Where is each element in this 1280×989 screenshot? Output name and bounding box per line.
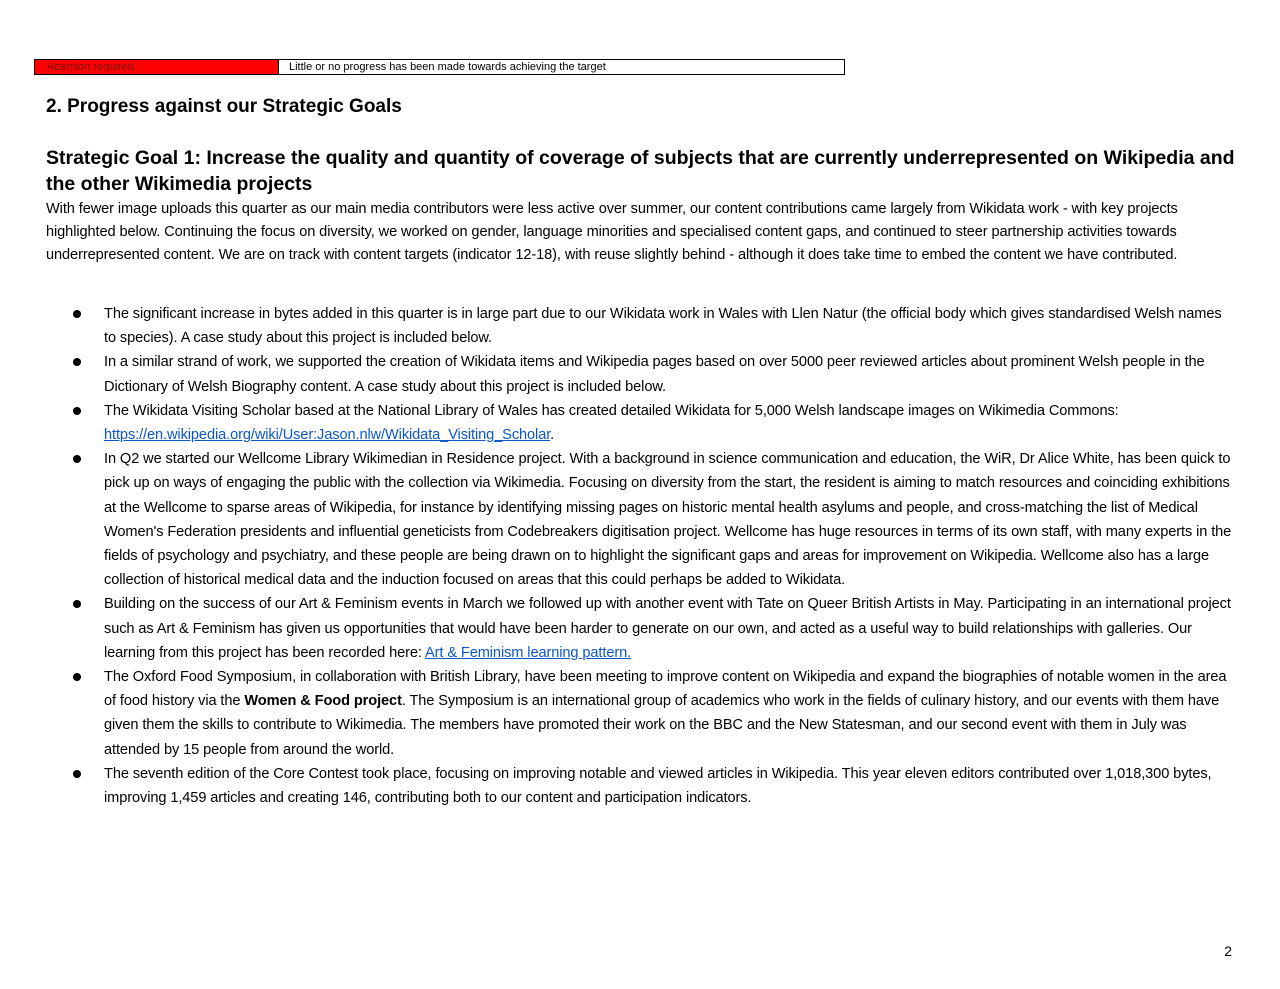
status-legend-row	[34, 59, 845, 75]
page-number: 2	[1224, 943, 1232, 959]
list-item	[0, 399, 1280, 447]
list-item	[0, 592, 1280, 665]
women-food-project-name: Women & Food project	[244, 693, 402, 710]
status-badge: Attention required	[35, 60, 279, 74]
bullet-icon	[73, 358, 81, 366]
list-item-text: The Oxford Food Symposium, in collaboration with British Library, have been meeting to improve content on Wikipedia and expand the biographies of notable women in the area of food history via the	[104, 669, 1227, 710]
bullet-icon	[73, 407, 81, 415]
goal-heading: Strategic Goal 1: Increase the quality and quantity of coverage of subjects that are currently underrepresented on Wikipedia and the other Wikimedia projects	[46, 147, 1235, 195]
list-item-text: The significant increase in bytes added in this quarter is in large part due to our Wikidata work in Wales with Llen Natur (the official body which gives standardised Welsh names to species). A case study about this project is included below.	[104, 306, 1222, 347]
list-item	[0, 350, 1280, 398]
intro-paragraph: With fewer image uploads this quarter as our main media contributors were less active over summer, our content contributions came largely from Wikidata work - with key projects highlighted below. Continuing the focus on diversity, we worked on gender, language minorities and specialised content gaps, and continued to steer partnership activities towards underrepresented content. We are on track with content targets (indicator 12-18), with reuse slightly behind - although it does take time to embed the content we have contributed.	[46, 201, 1178, 263]
list-item-text-end: .	[550, 427, 555, 444]
list-item-text: The seventh edition of the Core Contest took place, focusing on improving notable and viewed articles in Wikipedia. This year eleven editors contributed over 1,018,300 bytes, improving 1,459 articles and creating 146, contributing both to our content and participation indicators.	[104, 765, 1212, 807]
bullet-icon	[73, 455, 81, 463]
section-heading: 2. Progress against our Strategic Goals	[46, 96, 402, 117]
list-item-text-end: . The Symposium is an international group of academics who work in the fields of culinary history, and our events with them have given them the skills to contribute to Wikimedia. The members have promoted their work on the BBC and the New Statesman, and our second event with them in July was attended by 15 people from around the world.	[104, 693, 1220, 758]
visiting-scholar-link[interactable]: https://en.wikipedia.org/wiki/User:Jason.nlw/Wikidata_Visiting_Scholar	[104, 427, 551, 444]
list-item	[0, 302, 1280, 350]
art-feminism-learning-pattern-link[interactable]: Art & Feminism learning pattern.	[425, 644, 632, 661]
list-item	[0, 762, 1280, 810]
progress-bullet-list	[0, 302, 1280, 810]
bullet-icon	[73, 600, 81, 608]
list-item-text: Building on the success of our Art & Feminism events in March we followed up with another event with Tate on Queer British Artists in May. Participating in an international project such as Art & Feminism has given us opportunities that would have been harder to generate on our own, and acted as a useful way to build relationships with galleries. Our learning from this project has been recorded here:	[104, 596, 1231, 661]
list-item	[0, 665, 1280, 762]
bullet-icon	[73, 673, 81, 681]
list-item-text: In Q2 we started our Wellcome Library Wikimedian in Residence project. With a background in science communication and education, the WiR, Dr Alice White, has been quick to pick up on ways of engaging the public with the collection via Wikimedia. Focusing on diversity from the start, the resident is aiming to match resources and coinciding exhibitions at the Wellcome to sparse areas of Wikipedia, for instance by identifying missing pages on historic mental health asylums and people, and cross-matching the list of Medical Women's Federation presidents and influential geneticists from Codebreakers digitisation project. Wellcome has huge resources in terms of its own staff, with many experts in the fields of psychology and psychiatry, and these people are being drawn on to highlight the significant gaps and areas for improvement on Wikipedia. Wellcome also has a large collection of historical medical data and the induction focused on areas that this could perhaps be added to Wikidata.	[104, 451, 1232, 589]
list-item-text: In a similar strand of work, we supported the creation of Wikidata items and Wikipedia pages based on over 5000 peer reviewed articles about prominent Welsh people in the Dictionary of Welsh Biography content. A case study about this project is included below.	[104, 354, 1205, 395]
list-item-text: The Wikidata Visiting Scholar based at the National Library of Wales has created detailed Wikidata for 5,000 Welsh landscape images on Wikimedia Commons:	[104, 402, 1119, 419]
bullet-icon	[73, 770, 81, 778]
list-item	[0, 447, 1280, 592]
status-description: Little or no progress has been made towards achieving the target	[289, 61, 606, 73]
bullet-icon	[73, 310, 81, 318]
